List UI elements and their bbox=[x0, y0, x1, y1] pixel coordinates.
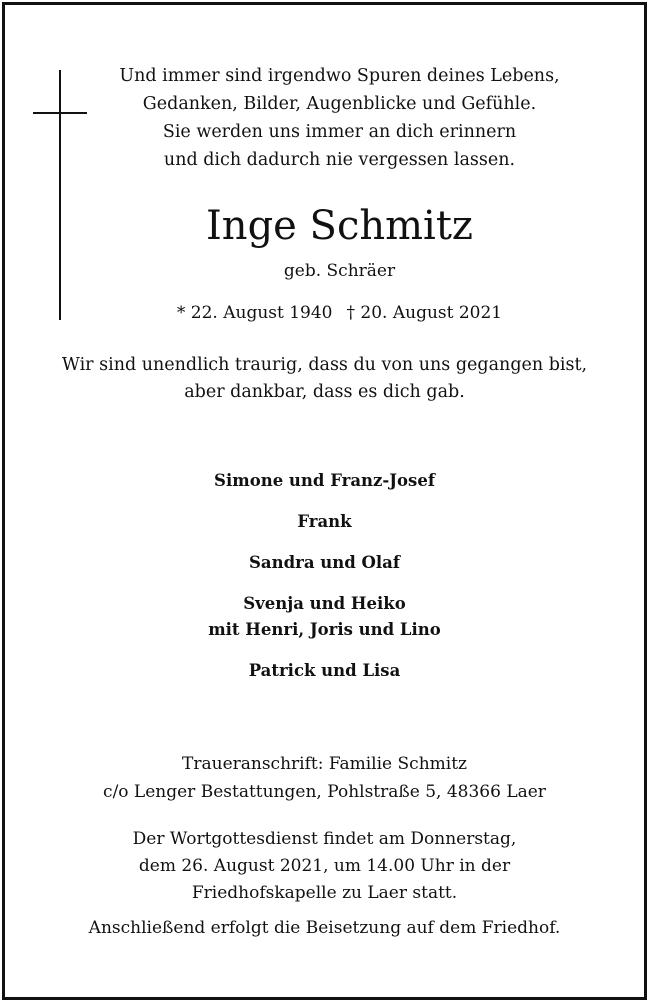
sentence-line: Wir sind unendlich traurig, dass du von uns gegangen bist, bbox=[61, 355, 588, 375]
mourner-line: mit Henri, Joris und Lino bbox=[208, 620, 441, 639]
poem-line: Und immer sind irgendwo Spuren deines Lebens, bbox=[119, 66, 560, 86]
poem-line: Sie werden uns immer an dich erinnern bbox=[162, 122, 517, 142]
mourner-group bbox=[0, 658, 649, 684]
burial-info: Anschließend erfolgt die Beisetzung auf dem Friedhof. bbox=[88, 918, 561, 938]
mourner-group bbox=[0, 509, 649, 535]
service-info bbox=[0, 826, 649, 907]
mourner-group bbox=[0, 591, 649, 643]
address-line: Traueranschrift: Familie Schmitz bbox=[182, 754, 467, 774]
mourning-address bbox=[0, 750, 649, 806]
life-dates bbox=[0, 300, 649, 326]
poem-line: Gedanken, Bilder, Augenblicke und Gefühle. bbox=[142, 94, 537, 114]
address-line: c/o Lenger Bestattungen, Pohlstraße 5, 48366 Laer bbox=[103, 782, 546, 802]
mourner-line: Frank bbox=[297, 512, 352, 531]
service-line: dem 26. August 2021, um 14.00 Uhr in der bbox=[138, 856, 511, 876]
farewell-sentence bbox=[0, 352, 649, 406]
mourner-group bbox=[0, 468, 649, 494]
service-line: Der Wortgottesdienst findet am Donnerstag, bbox=[132, 829, 517, 849]
birth-date: * 22. August 1940 bbox=[176, 303, 333, 323]
mourner-group bbox=[0, 550, 649, 576]
memorial-poem bbox=[0, 62, 649, 174]
death-date: † 20. August 2021 bbox=[346, 303, 503, 323]
mourner-line: Patrick und Lisa bbox=[248, 661, 401, 680]
mourners-list bbox=[0, 468, 649, 699]
sentence-line: aber dankbar, dass es dich gab. bbox=[184, 382, 465, 402]
poem-line: und dich dadurch nie vergessen lassen. bbox=[163, 150, 516, 170]
mourner-line: Svenja und Heiko bbox=[243, 594, 406, 613]
service-line: Friedhofskapelle zu Laer statt. bbox=[191, 883, 458, 903]
mourner-line: Simone und Franz-Josef bbox=[214, 471, 435, 490]
maiden-name: geb. Schräer bbox=[283, 261, 396, 281]
mourner-line: Sandra und Olaf bbox=[249, 553, 400, 572]
deceased-name: Inge Schmitz bbox=[206, 203, 473, 249]
